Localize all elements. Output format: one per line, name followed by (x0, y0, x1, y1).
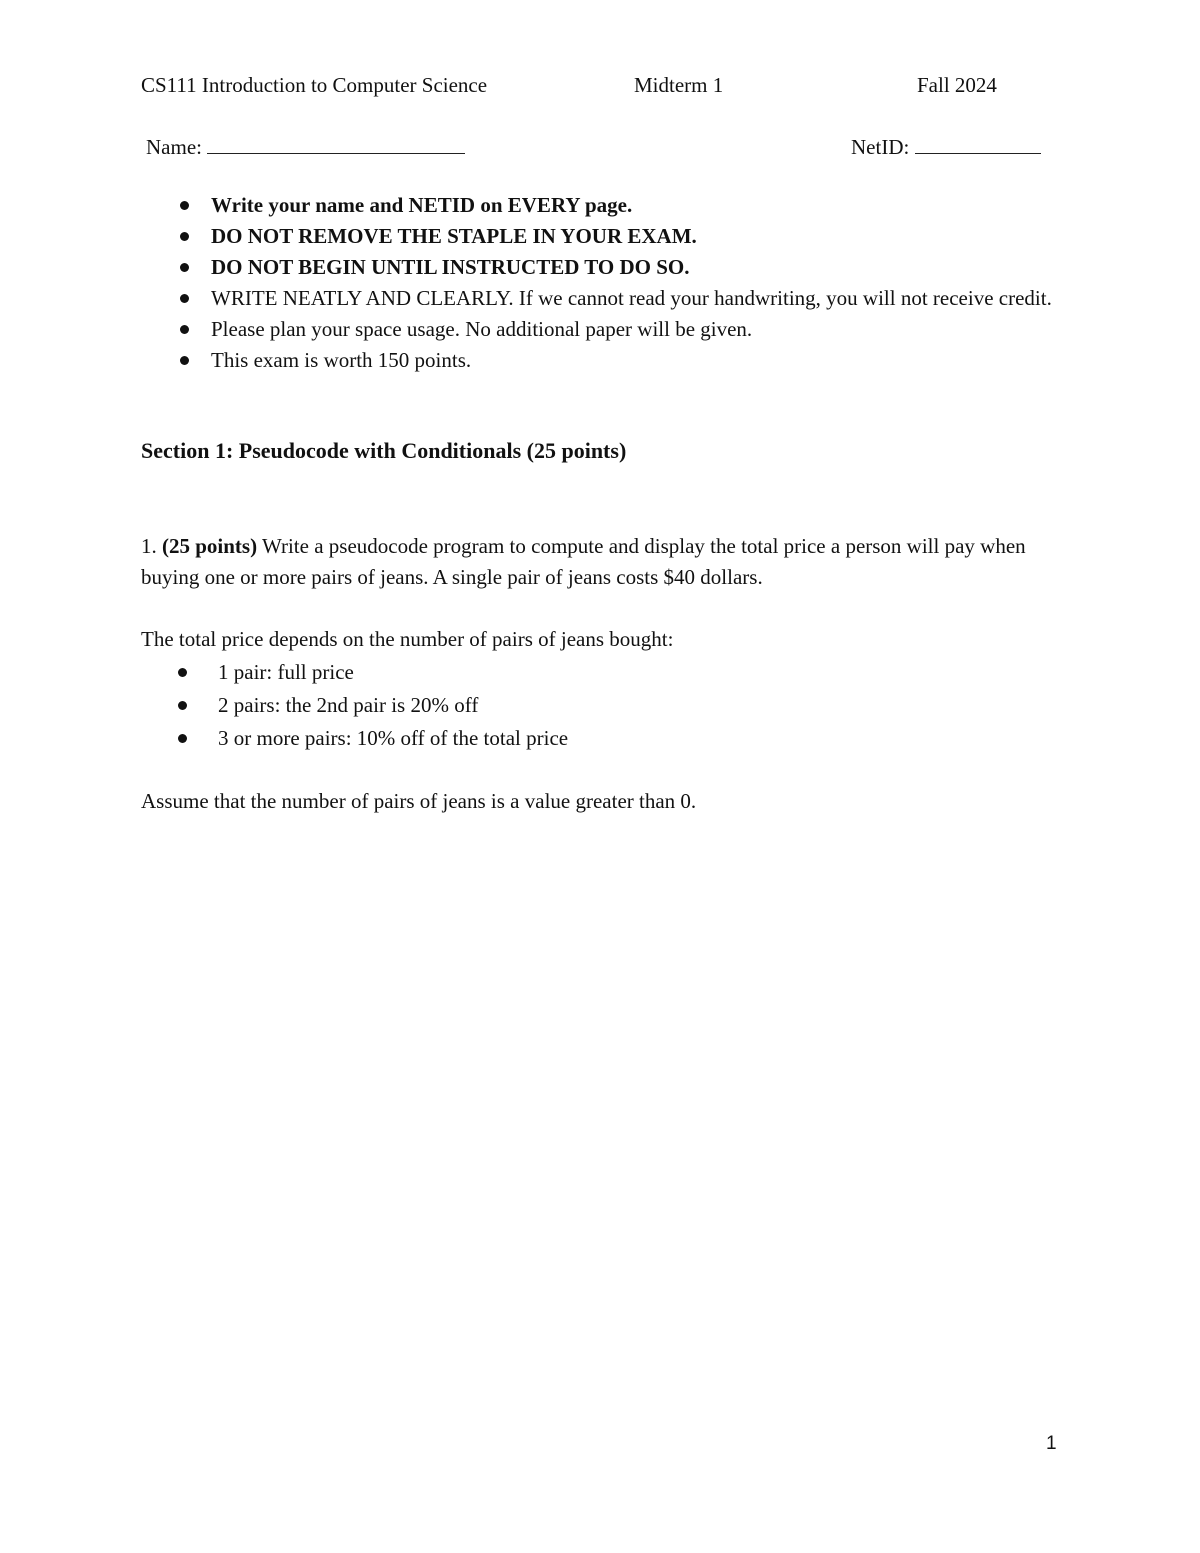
instruction-item (180, 314, 1060, 345)
rules-intro: The total price depends on the number of pairs of jeans bought: (141, 627, 674, 651)
instructions-list (180, 190, 1060, 376)
pricing-rules-list (176, 656, 568, 755)
instruction-item (180, 345, 1060, 376)
question-1 (141, 531, 1061, 593)
instruction-text: DO NOT BEGIN UNTIL INSTRUCTED TO DO SO. (211, 255, 690, 279)
netid-label: NetID: (851, 135, 910, 159)
bullet-icon (180, 232, 189, 241)
instruction-text: This exam is worth 150 points. (211, 348, 472, 372)
bullet-icon (180, 201, 189, 210)
question-number: 1. (141, 534, 157, 558)
pricing-rule (176, 656, 568, 689)
course-title: CS111 Introduction to Computer Science (141, 73, 488, 97)
name-blank-line (207, 135, 465, 154)
instruction-text: WRITE NEATLY AND CLEARLY. If we cannot read your handwriting, you will not receive credit. (211, 286, 1052, 310)
name-label: Name: (146, 135, 202, 159)
instruction-text: DO NOT REMOVE THE STAPLE IN YOUR EXAM. (211, 224, 697, 248)
instruction-text: Please plan your space usage. No additional paper will be given. (211, 317, 753, 341)
question-text: Write a pseudocode program to compute and display the total price a person will pay when buying one or more pairs of jeans. A single pair of jeans costs $40 dollars. (141, 534, 1026, 589)
question-points: (25 points) (162, 534, 258, 558)
pricing-rule (176, 722, 568, 755)
exam-title: Midterm 1 (634, 73, 724, 97)
section-heading: Section 1: Pseudocode with Conditionals (25 points) (141, 438, 627, 463)
bullet-icon (180, 294, 189, 303)
pricing-rule-text: 3 or more pairs: 10% off of the total price (218, 726, 569, 750)
instruction-item (180, 221, 1060, 252)
bullet-icon (180, 263, 189, 272)
bullet-icon (180, 325, 189, 334)
bullet-icon (180, 356, 189, 365)
bullet-icon (178, 668, 187, 677)
instruction-item (180, 283, 1060, 314)
name-field-row (146, 135, 465, 160)
bullet-icon (178, 701, 187, 710)
page-number: 1 (1046, 1433, 1057, 1454)
instruction-text: Write your name and NETID on EVERY page. (211, 193, 633, 217)
netid-field-row (851, 135, 1041, 160)
exam-term: Fall 2024 (917, 73, 997, 97)
pricing-rule-text: 1 pair: full price (218, 660, 354, 684)
bullet-icon (178, 734, 187, 743)
instruction-item (180, 190, 1060, 221)
pricing-rule (176, 689, 568, 722)
instruction-item (180, 252, 1060, 283)
pricing-rule-text: 2 pairs: the 2nd pair is 20% off (218, 693, 479, 717)
question-assumption: Assume that the number of pairs of jeans is a value greater than 0. (141, 789, 697, 813)
netid-blank-line (915, 135, 1041, 154)
